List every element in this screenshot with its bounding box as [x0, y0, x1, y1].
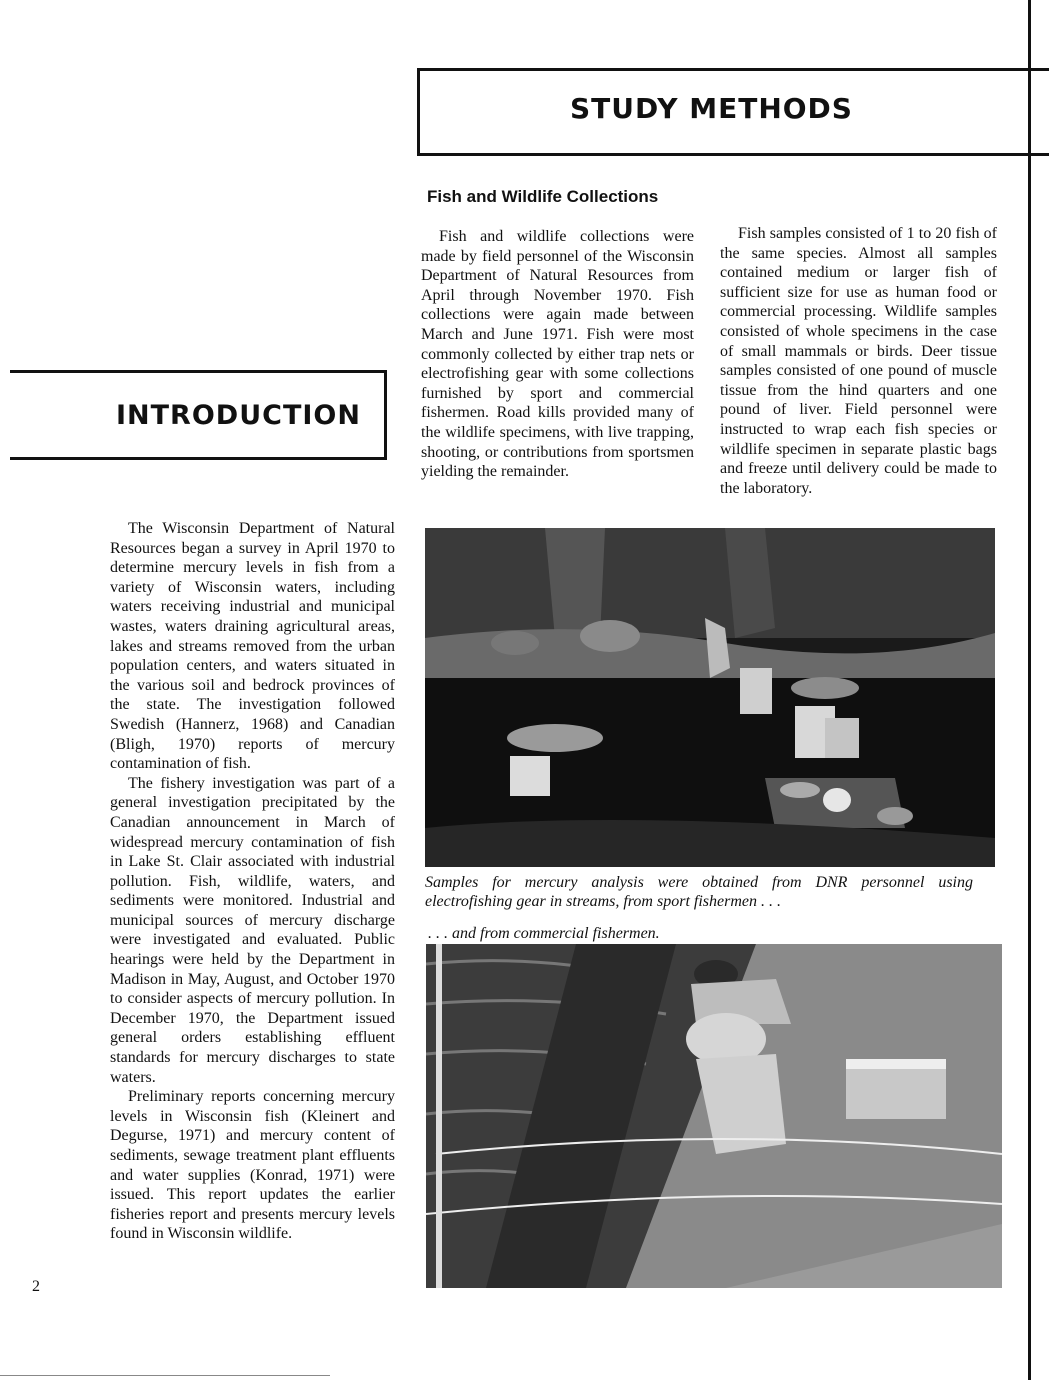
commercial-fishing-photo [426, 944, 1002, 1288]
collections-subheading: Fish and Wildlife Collections [427, 187, 659, 206]
intro-paragraph-1: The Wisconsin Department of Natural Resources began a survey in April 1970 to determine mercury levels in fish from a variety of Wisconsin waters, including waters receiving industrial and municipal wastes, waters draining agricultural areas, lakes and streams removed from the urban population centers, and waters situated in the various soil and bedrock provinces of the state. The investigation followed Swedish (Hannerz, 1968) and Canadian (Bligh, 1970) reports of mercury contamination of fish. [110, 520, 395, 773]
page-right-border [1028, 0, 1031, 1380]
methods-paragraph-2: Fish samples consisted of 1 to 20 fish of the same species. Almost all samples contained medium or larger fish of sufficient size for use as human food or commercial processing. Wildlife samples consisted of whole specimens in the case of small mammals or birds. Deer tissue samples consisted of one pound of muscle tissue from the hind quarters and one pound of liver. Field personnel were instructed to wrap each fish species or wildlife specimen in separate plastic bags and freeze until delivery could be made to the laboratory. [720, 225, 997, 497]
study-methods-title: STUDY METHODS [570, 92, 853, 125]
introduction-column [110, 519, 395, 1244]
page-number: 2 [32, 1278, 40, 1295]
introduction-title: INTRODUCTION [116, 400, 361, 431]
electrofishing-photo [425, 528, 995, 867]
methods-column-1 [421, 227, 694, 482]
intro-paragraph-3: Preliminary reports concerning mercury levels in Wisconsin fish (Kleinert and Degurse, 1971) and mercury content of sediments, sewage treatment plant effluents and water supplies (Konrad, 1971) were issued. This report updates the earlier fisheries report and presents mercury levels found in Wisconsin wildlife. [110, 1088, 395, 1243]
photo1-caption: Samples for mercury analysis were obtained from DNR personnel using electrofishing gear in streams, from sport fishermen . . . [425, 874, 973, 910]
photo2-caption: . . . and from commercial fishermen. [428, 925, 660, 942]
footer-rule [0, 1375, 330, 1376]
intro-paragraph-2: The fishery investigation was part of a general investigation precipitated by the Canadian announcement in March of widespread mercury contamination of fish in Lake St. Clair associated with industrial pollution. Fish, wildlife, waters, and sediments were monitored. Industrial and municipal sources of mercury discharge were investigated and evaluated. Public hearings were held by the Department in Madison in May, August, and October 1970 to consider aspects of mercury pollution. In December 1970, the Department issued general orders establishing effluent standards for mercury discharges to state waters. [110, 774, 395, 1086]
methods-column-2 [720, 224, 997, 498]
methods-paragraph-1: Fish and wildlife collections were made by field personnel of the Wisconsin Department of Natural Resources from April through November 1970. Fish collections were again made between March and June 1971. Fish were most commonly collected by either trap nets or electrofishing gear with some collections furnished by sport and commercial fishermen. Road kills provided many of the wildlife specimens, with live trapping, shooting, or contributions from sportsmen yielding the remainder. [421, 228, 694, 481]
